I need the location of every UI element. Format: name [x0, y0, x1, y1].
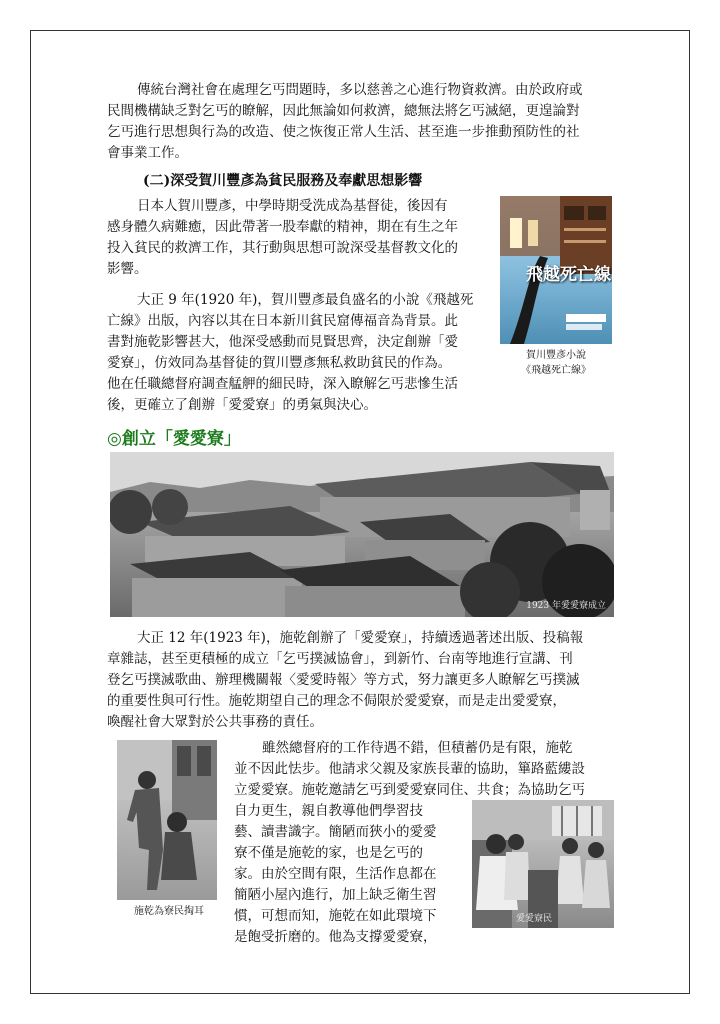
left-photo-caption: 施乾為寮民掏耳	[134, 906, 204, 917]
p4-line-1: 雖然總督府的工作待遇不錯，但積蓄仍是有限，施乾	[262, 740, 573, 756]
dorm-residents-photo	[472, 800, 614, 928]
p2-line-1: 大正 9 年(1920 年)，賀川豐彥最負盛名的小說《飛越死	[137, 292, 474, 308]
p2-line-2: 亡線》出版，內容以其在日本新川貧民窟傳福音為背景。此	[107, 313, 458, 329]
p2-line-4: 愛寮」，仿效同為基督徒的賀川豐彥無私救助貧民的作為。	[107, 355, 452, 371]
p2-line-3: 書對施乾影響甚大，他深受感動而見賢思齊，決定創辦「愛	[107, 334, 458, 350]
shi-qian-ear-cleaning-photo	[117, 740, 217, 900]
p1-line-1: 日本人賀川豐彥，中學時期受洗成為基督徒，後因有	[137, 198, 448, 214]
p3-line-5: 喚醒社會大眾對於公共事務的責任。	[107, 714, 323, 730]
p4-line-8: 簡陋小屋內進行，加上缺乏衛生習	[234, 887, 437, 903]
p3-line-4: 的重要性與可行性。施乾期望自己的理念不侷限於愛愛寮，而是走出愛愛寮，	[107, 693, 566, 709]
main-photo-caption: 1923 年愛愛寮成立	[526, 601, 606, 611]
p4-line-7: 家。由於空間有限，生活作息都在	[234, 866, 437, 882]
p3-line-2: 章雜誌，甚至更積極的成立「乞丐撲滅協會」，到新竹、台南等地進行宣講、刊	[107, 651, 573, 667]
intro-line-1: 傳統台灣社會在處理乞丐問題時，多以慈善之心進行物資救濟。由於政府或	[137, 82, 583, 98]
book-cover-image	[500, 196, 612, 344]
section-title: ◎創立「愛愛寮」	[107, 429, 241, 449]
p4-line-2: 並不因此怯步。他請求父親及家族長輩的協助，篳路藍縷設	[234, 761, 585, 777]
book-cover-title: 飛越死亡線	[526, 265, 611, 285]
p4-line-3: 立愛愛寮。施乾邀請乞丐到愛愛寮同住、共食；為協助乞丐	[234, 782, 585, 798]
book-caption-line-1: 賀川豐彥小說	[526, 350, 586, 361]
p4-line-10: 是飽受折磨的。他為支撐愛愛寮，	[234, 929, 437, 945]
p2-line-6: 後，更確立了創辦「愛愛寮」的勇氣與決心。	[107, 397, 377, 413]
intro-line-3: 乞丐進行思想與行為的改造、使之恢復正常人生活、甚至進一步推動預防性的社	[107, 124, 580, 140]
p4-line-9: 慣，可想而知，施乾在如此環境下	[234, 908, 437, 924]
p4-line-6: 寮不僅是施乾的家，也是乞丐的	[234, 845, 423, 861]
intro-line-4: 會事業工作。	[107, 145, 188, 161]
p1-line-3: 投入貧民的救濟工作，其行動與思想可說深受基督教文化的	[107, 240, 458, 256]
p3-line-3: 登乞丐撲滅歌曲、辦理機關報〈愛愛時報〉等方式，努力讓更多人瞭解乞丐撲滅	[107, 672, 580, 688]
right-photo-caption: 愛愛寮民	[516, 914, 553, 924]
intro-line-2: 民間機構缺乏對乞丐的瞭解，因此無論如何救濟，總無法將乞丐滅絕，更遑論對	[107, 103, 580, 119]
aiai-dorm-photo	[110, 452, 614, 617]
p4-line-4: 自力更生，親自教導他們學習技	[234, 803, 423, 819]
p3-line-1: 大正 12 年(1923 年)，施乾創辦了「愛愛寮」，持續透過著述出版、投稿報	[137, 630, 584, 646]
subsection-heading: (二)深受賀川豐彥為貧民服務及奉獻思想影響	[143, 173, 423, 189]
book-caption	[498, 348, 614, 378]
p2-line-5: 他在任職總督府調查艋舺的細民時，深入瞭解乞丐悲慘生活	[107, 376, 458, 392]
p1-line-4: 影響。	[107, 261, 148, 277]
p4-line-5: 藝、讀書識字。簡陋而狹小的愛愛	[234, 824, 437, 840]
p1-line-2: 感身體久病難癒，因此帶著一股奉獻的精神，期在有生之年	[107, 219, 458, 235]
book-caption-line-2: 《飛越死亡線》	[521, 365, 591, 376]
